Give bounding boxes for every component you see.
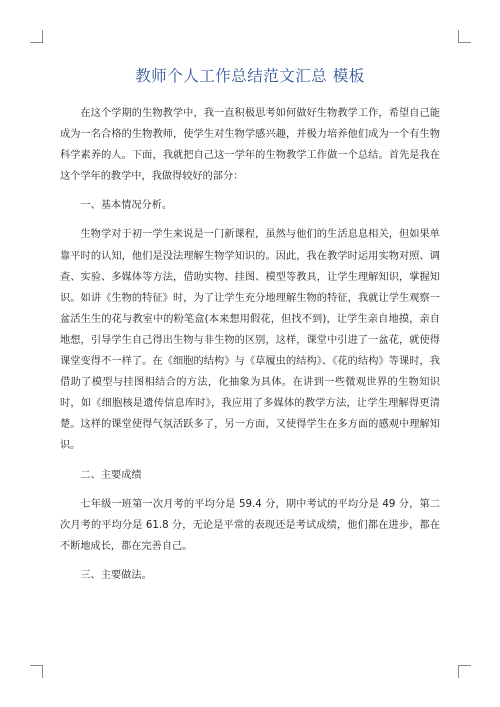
section-heading-main-achievements: 二、主要成绩 [80,469,142,481]
intro-paragraph: 在这个学期的生物教学中，我一直积极思考如何做好生物教学工作，希望自己能成为一名合格的生物教师，使学生对生物学感兴趣，并极力培养他们成为一个有生物科学素养的人。下面，我就把自己这一学年的生物教学工作做一个总结。首先是我在这个学年的教学中，我做得较好的部分： [60,108,440,183]
achievements-paragraph: 七年级一班第一次月考的平均分是 59.4 分，期中考试的平均分是 49 分，第二次月考的平均分是 61.8 分，无论是平常的表现还是考试成绩，他们都在进步，都在不断地成长，都在完善自己。 [60,498,440,552]
document-body [60,103,440,594]
crop-mark-bottom-left [30,665,43,678]
section-heading-main-methods: 三、主要做法。 [80,569,152,581]
crop-mark-top-left [30,30,43,43]
section-heading-basic-analysis: 一、基本情况分析。 [80,200,173,212]
crop-mark-top-right [458,30,471,43]
basic-analysis-paragraph: 生物学对于初一学生来说是一门新课程，虽然与他们的生活息息相关，但如果单靠平时的认知，他们是没法理解生物学知识的。因此，我在教学时运用实物对照、调查、实验、多媒体等方法，借助实物、挂图、模型等教具，让学生理解知识，掌握知识。如讲《生物的特征》时，为了让学生充分地理解生物的特征，我就让学生观察一盆活生生的花与教室中的粉笔盒(本来想用假花，但找不到)，让学生亲自地摸，亲自地想，引导学生自己得出生物与非生物的区别，这样，课堂中引进了一盆花，就使得课堂变得不一样了。在《细胞的结构》与《草履虫的结构》、《花的结构》等课时，我借助了模型与挂图相结合的方法，化抽象为具体。在讲到一些微观世界的生物知识时，如《细胞核是遗传信息库时》，我应用了多媒体的教学方法，让学生理解得更清楚。这样的课堂使得气氛活跃多了，另一方面，又使得学生在多方面的感观中理解知识。 [60,229,440,452]
crop-mark-bottom-right [458,665,471,678]
document-title: 教师个人工作总结范文汇总 模板 [135,67,365,85]
